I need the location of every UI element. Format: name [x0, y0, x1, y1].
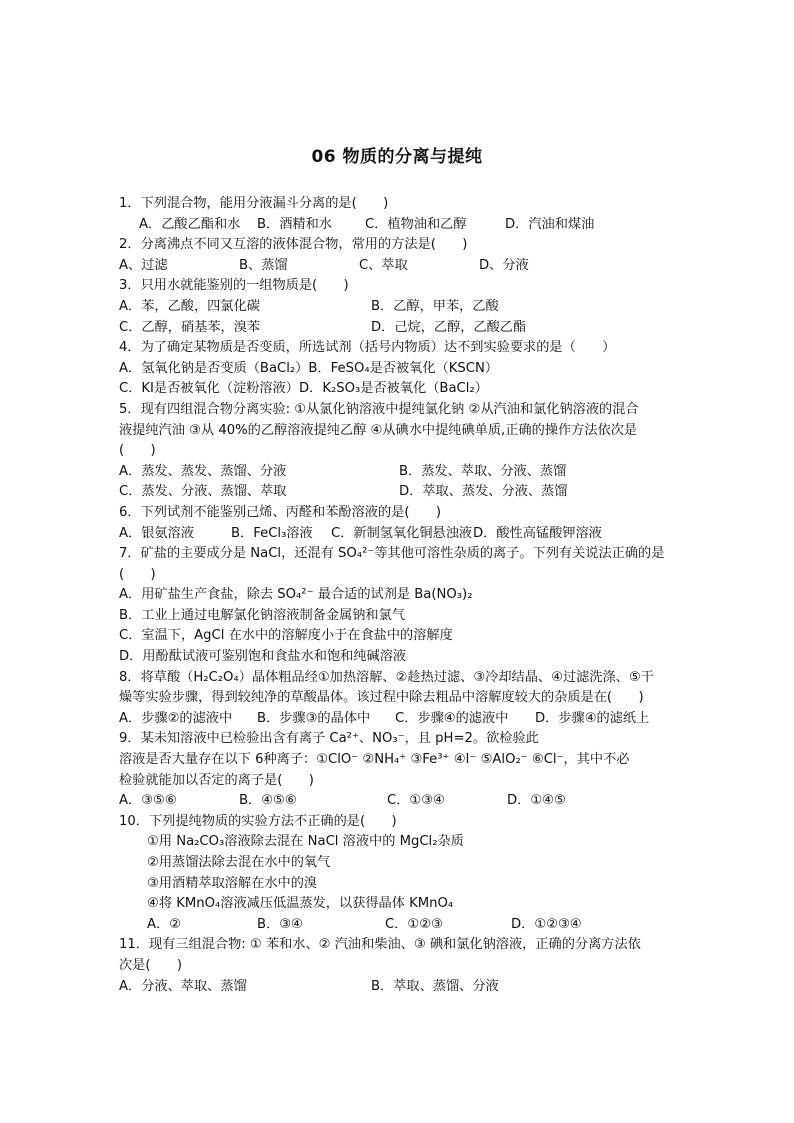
q9-stem-line2: 溶液是否大量存在以下 6种离子：①ClO⁻ ②NH₄⁺ ③Fe³⁺ ④I⁻ ⑤AlO₂⁻ ⑥Cl⁻，其中不必: [119, 752, 630, 768]
q10-item-1: ①用 Na₂CO₃溶液除去混在 NaCl 溶液中的 MgCl₂杂质: [147, 834, 464, 850]
q6-options: [119, 524, 679, 545]
q3-option-d: D．己烷，乙醇，乙酸乙酯: [371, 319, 527, 335]
q11-stem-line2: 次是( ): [119, 957, 183, 973]
q4-options-row2: C．KI是否被氧化（淀粉溶液）D．K₂SO₃是否被氧化（BaCl₂）: [119, 381, 488, 397]
q10-stem: 10．下列提纯物质的实验方法不正确的是( ): [119, 813, 397, 829]
q11-options: [119, 977, 679, 998]
q8-option-b: B．步骤③的晶体中: [257, 710, 371, 726]
q9-stem-line3: 检验就能加以否定的离子是( ): [119, 772, 314, 788]
q9-stem-line1: 9．某未知溶液中已检验出含有离子 Ca²⁺、NO₃⁻，且 pH=2。欲检验此: [119, 731, 539, 747]
q2-option-a: A、过滤: [119, 257, 168, 273]
q8-option-d: D．步骤④的滤纸上: [535, 710, 650, 726]
q7-option-a: A．用矿盐生产食盐，除去 SO₄²⁻ 最合适的试剂是 Ba(NO₃)₂: [119, 587, 473, 603]
q9-option-d: D．①④⑤: [507, 793, 566, 809]
q6-option-c: C．新制氢氧化铜悬浊液: [331, 525, 473, 541]
q10-item-4: ④将 KMnO₄溶液减压低温蒸发，以获得晶体 KMnO₄: [147, 896, 454, 912]
q2-option-c: C、萃取: [359, 257, 408, 273]
q2-option-d: D、分液: [479, 257, 529, 273]
q7-stem-line1: 7．矿盐的主要成分是 NaCl，还混有 SO₄²⁻等其他可溶性杂质的离子。下列有关说法正确的是: [119, 546, 665, 562]
q6-option-b: B．FeCl₃溶液: [231, 525, 313, 541]
q1-option-b: B．酒精和水: [257, 216, 332, 232]
q6-option-d: D．酸性高锰酸钾溶液: [473, 525, 602, 541]
q10-option-d: D．①②③④: [511, 916, 582, 932]
q8-stem-line2: 燥等实验步骤，得到较纯净的草酸晶体。该过程中除去粗品中溶解度较大的杂质是在( ): [119, 690, 644, 706]
q5-option-a: A．蒸发、蒸发、蒸馏、分液: [119, 463, 287, 479]
q11-option-a: A．分液、萃取、蒸馏: [119, 978, 247, 994]
q1-stem: 1．下列混合物，能用分液漏斗分离的是( ): [119, 196, 389, 211]
q8-stem-line1: 8．将草酸（H₂C₂O₄）晶体粗品经①加热溶解、②趁热过滤、③冷却结晶、④过滤洗涤、⑤干: [119, 669, 654, 685]
q7-option-d: D．用酚酞试液可鉴别饱和食盐水和饱和纯碱溶液: [119, 649, 407, 665]
q5-stem-line2: 液提纯汽油 ③从 40%的乙醇溶液提纯乙醇 ④从碘水中提纯碘单质,正确的操作方法依次是: [119, 422, 638, 438]
q3-option-b: B．乙醇，甲苯，乙酸: [371, 298, 499, 314]
q10-option-c: C．①②③: [385, 916, 443, 932]
q8-option-c: C．步骤④的滤液中: [395, 710, 509, 726]
q9-options: [119, 791, 679, 812]
page-title: 06 物质的分离与提纯: [311, 147, 483, 167]
q3-option-a: A．苯，乙酸，四氯化碳: [119, 298, 260, 314]
q8-option-a: A．步骤②的滤液中: [119, 710, 233, 726]
q9-option-a: A．③⑤⑥: [119, 793, 177, 809]
q5-stem-line1: 5．现有四组混合物分离实验: ①从氯化钠溶液中提纯氯化钠 ②从汽油和氯化钠溶液的混合: [119, 401, 639, 417]
q7-option-c: C．室温下，AgCl 在水中的溶解度小于在食盐中的溶解度: [119, 628, 453, 644]
q6-stem: 6．下列试剂不能鉴别己烯、丙醛和苯酚溶液的是( ): [119, 504, 441, 520]
q8-options: [119, 709, 679, 730]
q5-stem-line3: ( ): [119, 443, 156, 459]
q1-option-c: C．植物油和乙醇: [365, 216, 467, 232]
q5-option-c: C．蒸发、分液、蒸馏、萃取: [119, 484, 287, 500]
q3-option-c: C．乙醇，硝基苯，溴苯: [119, 319, 261, 335]
q3-options-row2: [119, 318, 679, 339]
q6-option-a: A．银氨溶液: [119, 525, 194, 541]
q5-options-row1: [119, 462, 679, 483]
q4-stem: 4．为了确定某物质是否变质，所选试剂（括号内物质）达不到实验要求的是（ ）: [119, 340, 616, 356]
q10-options: [119, 915, 679, 936]
q4-options-row1: A．氢氧化钠是否变质（BaCl₂）B．FeSO₄是否被氧化（KSCN）: [119, 360, 499, 376]
q11-option-b: B．萃取、蒸馏、分液: [371, 978, 499, 994]
q1-options: [119, 215, 679, 236]
q2-options: [119, 256, 679, 277]
q2-option-b: B、蒸馏: [239, 257, 288, 273]
q9-option-c: C．①③④: [387, 793, 445, 809]
q2-stem: 2．分离沸点不同又互溶的液体混合物，常用的方法是( ): [119, 237, 468, 253]
q1-option-a: A．乙酸乙酯和水: [139, 216, 241, 232]
q7-stem-line2: ( ): [119, 566, 156, 582]
q10-option-a: A．②: [147, 916, 182, 932]
q3-options-row1: [119, 297, 679, 318]
q3-stem: 3．只用水就能鉴别的一组物质是( ): [119, 278, 349, 294]
question-list: [119, 194, 679, 997]
q5-options-row2: [119, 482, 679, 503]
q7-option-b: B．工业上通过电解氯化钠溶液制备金属钠和氯气: [119, 607, 405, 623]
q1-option-d: D．汽油和煤油: [505, 216, 595, 232]
q5-option-b: B．蒸发、萃取、分液、蒸馏: [399, 463, 567, 479]
q9-option-b: B．④⑤⑥: [239, 793, 297, 809]
q5-option-d: D．萃取、蒸发、分液、蒸馏: [399, 484, 568, 500]
q10-item-2: ②用蒸馏法除去混在水中的氧气: [147, 855, 331, 870]
q10-item-3: ③用酒精萃取溶解在水中的溴: [147, 875, 318, 891]
q10-option-b: B．③④: [257, 916, 303, 932]
q11-stem-line1: 11．现有三组混合物: ① 苯和水、② 汽油和柴油、③ 碘和氯化钠溶液，正确的分离方法依: [119, 937, 641, 953]
